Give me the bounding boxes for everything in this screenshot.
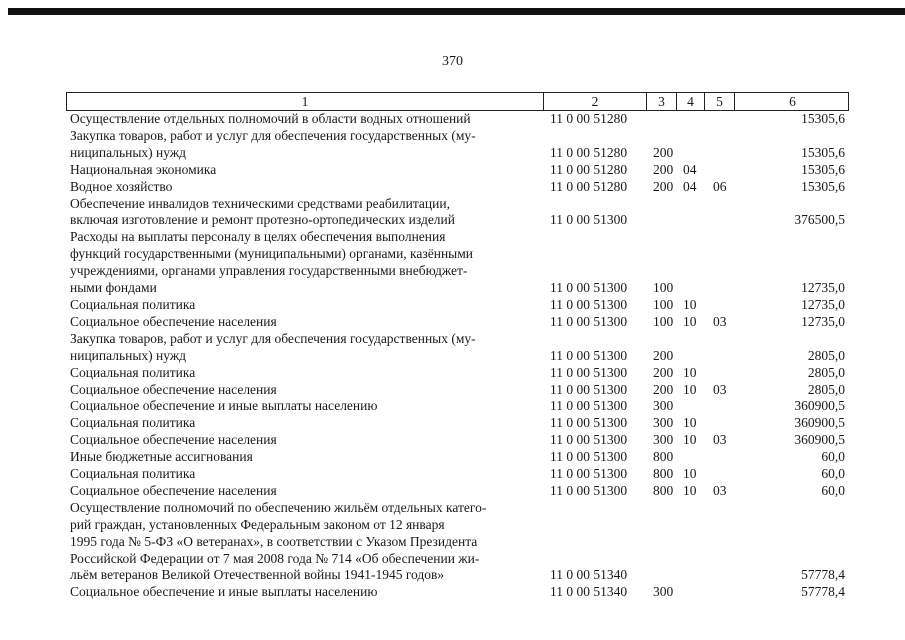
header-col-3: 3 — [646, 93, 676, 110]
row-code: 11 0 00 51300 — [550, 432, 628, 448]
row-name: Водное хозяйство — [70, 178, 173, 194]
row-amount: 2805,0 — [807, 347, 845, 363]
row-expense-type: 300 — [653, 584, 674, 600]
row-expense-type: 800 — [653, 482, 674, 498]
row-amount: 2805,0 — [807, 364, 845, 380]
row-expense-type: 300 — [653, 398, 674, 414]
row-name: Социальная политика — [70, 364, 196, 380]
row-expense-type: 800 — [653, 449, 674, 465]
row-code: 11 0 00 51300 — [550, 364, 628, 380]
row-code: 11 0 00 51340 — [550, 567, 628, 583]
row-amount: 57778,4 — [801, 567, 845, 583]
row-code: 11 0 00 51280 — [550, 111, 628, 126]
row-section: 10 — [683, 313, 697, 329]
row-expense-type: 100 — [653, 296, 674, 312]
table-row — [66, 449, 849, 466]
row-name: Национальная экономика — [70, 161, 217, 177]
header-col-6: 6 — [734, 93, 850, 110]
row-amount: 60,0 — [821, 466, 845, 482]
table-row — [66, 365, 849, 382]
row-code: 11 0 00 51280 — [550, 161, 628, 177]
table-row — [66, 584, 849, 601]
table-row — [66, 398, 849, 415]
row-code: 11 0 00 51280 — [550, 144, 628, 160]
row-code: 11 0 00 51280 — [550, 178, 628, 194]
row-expense-type: 100 — [653, 280, 674, 296]
row-amount: 360900,5 — [794, 432, 845, 448]
header-col-4: 4 — [676, 93, 704, 110]
row-name: Социальное обеспечение населения — [70, 381, 277, 397]
row-name: Социальное обеспечение населения — [70, 482, 277, 498]
table-row — [66, 331, 849, 365]
row-name: Закупка товаров, работ и услуг для обеспечения государственных (му- ниципальных) нужд — [70, 127, 476, 160]
row-section: 10 — [683, 364, 697, 380]
row-code: 11 0 00 51300 — [550, 347, 628, 363]
table-row — [66, 466, 849, 483]
row-amount: 12735,0 — [801, 280, 845, 296]
row-subsection: 03 — [713, 482, 727, 498]
row-expense-type: 200 — [653, 347, 674, 363]
row-expense-type: 200 — [653, 144, 674, 160]
row-amount: 57778,4 — [801, 584, 845, 600]
header-col-2: 2 — [543, 93, 646, 110]
table-row — [66, 196, 849, 230]
row-code: 11 0 00 51300 — [550, 398, 628, 414]
table-row — [66, 111, 849, 128]
row-section: 10 — [683, 296, 697, 312]
row-amount: 2805,0 — [807, 381, 845, 397]
row-amount: 360900,5 — [794, 398, 845, 414]
row-name: Осуществление полномочий по обеспечению жильём отдельных катего- рий граждан, установленных Федеральным законом от 12 января 1995 года № 5-ФЗ «О ветеранах», в соответствии с Указом Президента Российской Федерации от 7 мая 2008 года № 714 «Об обеспечении жи- льём ветеранов Великой Отечественной войны 1941-1945 годов» — [70, 499, 487, 583]
table-row — [66, 415, 849, 432]
row-name: Осуществление отдельных полномочий в области водных отношений — [70, 111, 471, 126]
row-name: Социальное обеспечение и иные выплаты населению — [70, 584, 378, 600]
row-expense-type: 300 — [653, 432, 674, 448]
row-code: 11 0 00 51300 — [550, 449, 628, 465]
row-amount: 360900,5 — [794, 415, 845, 431]
row-section: 04 — [683, 178, 697, 194]
table-row — [66, 500, 849, 585]
table-row — [66, 432, 849, 449]
row-expense-type: 200 — [653, 178, 674, 194]
row-amount: 376500,5 — [794, 212, 845, 228]
row-code: 11 0 00 51300 — [550, 415, 628, 431]
row-expense-type: 200 — [653, 364, 674, 380]
row-name: Социальное обеспечение населения — [70, 432, 277, 448]
table-row — [66, 382, 849, 399]
row-code: 11 0 00 51300 — [550, 313, 628, 329]
row-section: 04 — [683, 161, 697, 177]
row-section: 10 — [683, 381, 697, 397]
row-amount: 12735,0 — [801, 313, 845, 329]
row-name: Социальная политика — [70, 296, 196, 312]
row-code: 11 0 00 51300 — [550, 296, 628, 312]
row-code: 11 0 00 51300 — [550, 212, 628, 228]
row-code: 11 0 00 51300 — [550, 381, 628, 397]
row-amount: 15305,6 — [801, 161, 845, 177]
row-name: Социальная политика — [70, 415, 196, 431]
row-subsection: 03 — [713, 432, 727, 448]
budget-table — [66, 92, 849, 601]
row-name: Социальное обеспечение населения — [70, 313, 277, 329]
header-col-1: 1 — [301, 94, 309, 109]
row-section: 10 — [683, 466, 697, 482]
page-number: 370 — [442, 54, 463, 69]
row-name: Обеспечение инвалидов техническими средствами реабилитации, включая изготовление и ремонт протезно-ортопедических изделий — [70, 195, 455, 228]
row-expense-type: 800 — [653, 466, 674, 482]
row-amount: 60,0 — [821, 449, 845, 465]
row-amount: 15305,6 — [801, 178, 845, 194]
row-code: 11 0 00 51300 — [550, 482, 628, 498]
row-code: 11 0 00 51300 — [550, 280, 628, 296]
row-section: 10 — [683, 415, 697, 431]
row-subsection: 06 — [713, 178, 727, 194]
row-name: Иные бюджетные ассигнования — [70, 449, 253, 465]
row-expense-type: 300 — [653, 415, 674, 431]
row-code: 11 0 00 51340 — [550, 584, 628, 600]
row-amount: 12735,0 — [801, 296, 845, 312]
row-expense-type: 200 — [653, 161, 674, 177]
table-row — [66, 483, 849, 500]
row-amount: 15305,6 — [801, 144, 845, 160]
row-amount: 60,0 — [821, 482, 845, 498]
row-expense-type: 100 — [653, 313, 674, 329]
row-code: 11 0 00 51300 — [550, 466, 628, 482]
row-name: Расходы на выплаты персоналу в целях обеспечения выполнения функций государственными (муниципальными) органами, казёнными учреждениями, органами управления государственными внебюджет- ными фондами — [70, 229, 474, 296]
row-subsection: 03 — [713, 381, 727, 397]
row-amount: 15305,6 — [801, 111, 845, 126]
table-row — [66, 179, 849, 196]
table-row — [66, 229, 849, 297]
row-name: Социальное обеспечение и иные выплаты населению — [70, 398, 378, 414]
table-row — [66, 297, 849, 314]
table-body — [66, 111, 849, 601]
row-section: 10 — [683, 432, 697, 448]
table-row — [66, 128, 849, 162]
table-row — [66, 162, 849, 179]
row-subsection: 03 — [713, 313, 727, 329]
table-header — [66, 92, 849, 111]
row-name: Социальная политика — [70, 466, 196, 482]
table-row — [66, 314, 849, 331]
header-col-5: 5 — [704, 93, 734, 110]
row-section: 10 — [683, 482, 697, 498]
row-expense-type: 200 — [653, 381, 674, 397]
top-border-rule — [8, 8, 905, 15]
row-name: Закупка товаров, работ и услуг для обеспечения государственных (му- ниципальных) нужд — [70, 330, 476, 363]
